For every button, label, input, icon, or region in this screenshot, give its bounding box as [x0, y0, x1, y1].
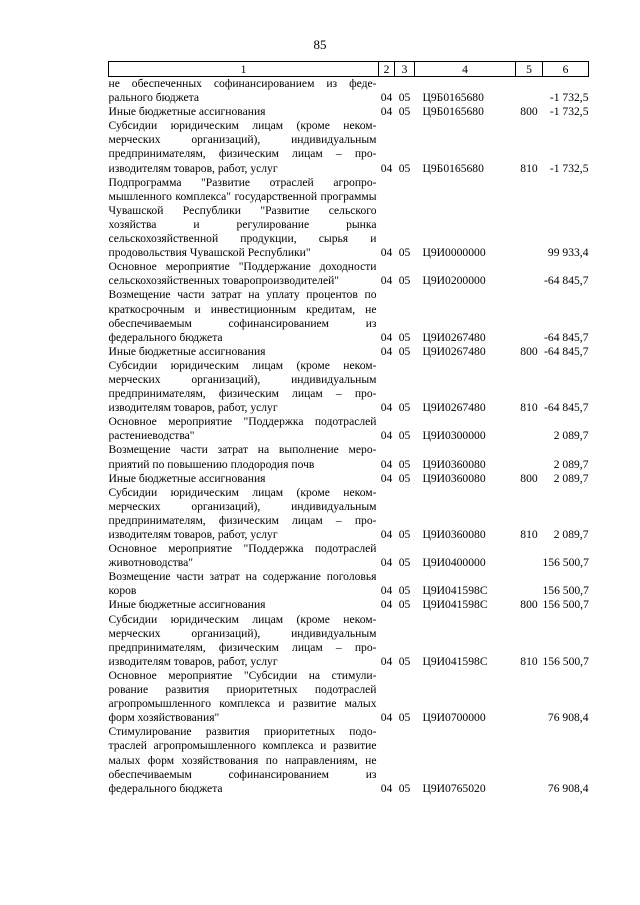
row-subsection: 05 [398, 584, 411, 598]
row-subsection: 05 [398, 401, 411, 415]
row-expense-type [516, 669, 543, 725]
table-row [109, 288, 589, 344]
table-header-row [109, 62, 589, 77]
row-section: 04 [380, 471, 393, 485]
row-expense-type [516, 570, 543, 598]
row-name: Возмещение части затрат на выполнение мероприятий по повышению плодородия почв [108, 443, 377, 471]
row-expense-type [516, 443, 543, 471]
row-amount: 99 933,4 [547, 246, 589, 260]
column-header: 1 [109, 62, 379, 77]
row-target-code: Ц9И0267480 [422, 344, 486, 358]
row-amount: 76 908,4 [547, 711, 589, 725]
table-row [109, 176, 589, 261]
table-row [109, 443, 589, 471]
row-amount: 156 500,7 [542, 598, 589, 612]
row-name: Возмещение части затрат на содержание поголовья коров [108, 570, 377, 598]
row-subsection: 05 [398, 161, 411, 175]
row-name: Иные бюджетные ассигнования [108, 344, 266, 358]
row-target-code: Ц9И0360080 [422, 528, 486, 541]
row-section: 04 [380, 711, 393, 725]
row-subsection: 05 [398, 471, 411, 485]
row-subsection: 05 [398, 781, 411, 795]
row-section: 04 [380, 246, 393, 260]
row-name: Основное мероприятие "Поддержка подотраслей животноводства" [108, 542, 377, 570]
row-subsection: 05 [398, 528, 411, 541]
row-target-code: Ц9И0267480 [422, 330, 486, 344]
row-expense-type: 810 [520, 401, 538, 415]
row-expense-type [516, 176, 543, 261]
row-target-code: Ц9И0000000 [422, 246, 486, 260]
row-expense-type: 800 [520, 471, 538, 485]
table-row [109, 105, 589, 119]
row-subsection: 05 [398, 598, 411, 612]
row-name: Субсидии юридическим лицам (кроме некоммерческих организаций), индивидуальным предпринимателям, физическим лицам – производителям товаров, работ, услуг [108, 119, 377, 175]
row-section: 04 [380, 528, 393, 541]
row-name: Основное мероприятие "Поддержка подотраслей растениеводства" [108, 415, 377, 443]
row-expense-type: 800 [520, 598, 538, 612]
table-row [109, 486, 589, 542]
row-name: не обеспеченных софинансированием из федерального бюджета [108, 77, 377, 105]
column-header: 3 [395, 62, 415, 77]
row-name: Иные бюджетные ассигнования [108, 105, 266, 119]
row-name: Иные бюджетные ассигнования [108, 598, 266, 612]
row-section: 04 [380, 330, 393, 344]
row-expense-type: 800 [520, 105, 538, 119]
column-header: 5 [516, 62, 543, 77]
row-target-code: Ц9И041598С [422, 584, 488, 598]
row-section: 04 [380, 274, 393, 288]
row-target-code: Ц9И0360080 [422, 457, 486, 471]
row-amount: -64 845,7 [544, 401, 589, 415]
row-amount: 2 089,7 [553, 528, 589, 541]
row-section: 04 [380, 429, 393, 443]
row-expense-type: 810 [520, 654, 538, 668]
table-row [109, 613, 589, 669]
row-subsection: 05 [398, 105, 411, 119]
table-row [109, 345, 589, 359]
row-expense-type: 800 [520, 344, 538, 358]
row-expense-type [516, 260, 543, 288]
row-section: 04 [380, 344, 393, 358]
row-amount: -64 845,7 [544, 274, 589, 288]
row-amount: -1 732,5 [549, 105, 589, 119]
row-section: 04 [380, 781, 393, 795]
row-amount: 2 089,7 [553, 471, 589, 485]
row-subsection: 05 [398, 654, 411, 668]
row-amount: -1 732,5 [549, 161, 589, 175]
table-row [109, 415, 589, 443]
row-section: 04 [380, 161, 393, 175]
row-name: Основное мероприятие "Субсидии на стимулирование развития приоритетных подотраслей агропромышленного комплекса и развитие малых форм хозяйствования" [108, 668, 377, 725]
row-amount: 156 500,7 [542, 556, 589, 570]
row-subsection: 05 [398, 330, 411, 344]
row-target-code: Ц9Б0165680 [422, 161, 484, 175]
row-section: 04 [380, 105, 393, 119]
row-amount: -64 845,7 [544, 330, 589, 344]
table-row [109, 598, 589, 612]
row-target-code: Ц9И0267480 [422, 401, 486, 415]
row-section: 04 [380, 598, 393, 612]
row-section: 04 [380, 401, 393, 415]
row-name: Основное мероприятие "Поддержание доходности сельскохозяйственных товаропроизводителей" [108, 260, 377, 288]
table-row [109, 260, 589, 288]
row-subsection: 05 [398, 429, 411, 443]
row-subsection: 05 [398, 246, 411, 260]
row-subsection: 05 [398, 556, 411, 570]
row-target-code: Ц9Б0165680 [422, 91, 484, 105]
row-amount: 2 089,7 [553, 429, 589, 443]
row-target-code: Ц9И0765020 [422, 781, 486, 795]
row-name: Стимулирование развития приоритетных подотраслей агропромышленного комплекса и развитие малых форм хозяйствования по направлениям, не обеспечиваемым софинансированием из федерального бюджета [108, 725, 377, 795]
row-name: Иные бюджетные ассигнования [108, 471, 266, 485]
table-row [109, 77, 589, 106]
budget-table [108, 61, 589, 796]
row-expense-type: 810 [520, 161, 538, 175]
column-header: 2 [379, 62, 395, 77]
row-amount: 156 500,7 [542, 654, 589, 668]
row-target-code: Ц9И041598С [422, 598, 488, 612]
column-header: 6 [543, 62, 589, 77]
row-section: 04 [380, 91, 393, 105]
row-amount: -64 845,7 [544, 344, 589, 358]
row-target-code: Ц9И0300000 [422, 429, 486, 443]
row-name: Субсидии юридическим лицам (кроме некоммерческих организаций), индивидуальным предпринимателям, физическим лицам – производителям товаров, работ, услуг [108, 612, 377, 668]
table-row [109, 669, 589, 725]
row-amount: 76 908,4 [547, 781, 589, 795]
row-amount: 2 089,7 [553, 457, 589, 471]
row-section: 04 [380, 457, 393, 471]
row-amount: 156 500,7 [542, 584, 589, 598]
row-target-code: Ц9И0700000 [422, 711, 486, 725]
row-expense-type: 810 [520, 528, 538, 541]
row-target-code: Ц9И0200000 [422, 274, 486, 288]
table-row [109, 359, 589, 415]
table-row [109, 570, 589, 598]
row-subsection: 05 [398, 274, 411, 288]
row-name: Возмещение части затрат на уплату процентов по краткосрочным и инвестиционным кредитам, не обеспечиваемым софинансированием из федерального бюджета [108, 288, 377, 344]
row-expense-type [516, 542, 543, 570]
row-subsection: 05 [398, 344, 411, 358]
row-expense-type [516, 77, 543, 106]
row-target-code: Ц9И0400000 [422, 556, 486, 570]
row-name: Субсидии юридическим лицам (кроме некоммерческих организаций), индивидуальным предпринимателям, физическим лицам – производителям товаров, работ, услуг [108, 358, 377, 415]
row-name: Подпрограмма "Развитие отраслей агропромышленного комплекса" государственной программы Чувашской Республики "Развитие сельского хозяйства и регулирование рынка сельскохозяйственной продукции, сырья и продовольствия Чувашской Республики" [108, 175, 377, 260]
table-row [109, 472, 589, 486]
row-name: Субсидии юридическим лицам (кроме некоммерческих организаций), индивидуальным предпринимателям, физическим лицам – производителям товаров, работ, услуг [108, 485, 377, 541]
row-section: 04 [380, 584, 393, 598]
row-subsection: 05 [398, 91, 411, 105]
table-row [109, 542, 589, 570]
table-body [109, 77, 589, 796]
row-amount: -1 732,5 [549, 91, 589, 105]
row-target-code: Ц9Б0165680 [422, 105, 484, 119]
table-row [109, 119, 589, 175]
row-subsection: 05 [398, 457, 411, 471]
row-section: 04 [380, 556, 393, 570]
column-header: 4 [415, 62, 516, 77]
row-subsection: 05 [398, 711, 411, 725]
row-target-code: Ц9И041598С [422, 654, 488, 668]
row-expense-type [516, 725, 543, 795]
row-target-code: Ц9И0360080 [422, 471, 486, 485]
row-expense-type [516, 415, 543, 443]
row-section: 04 [380, 654, 393, 668]
page-number: 85 [313, 37, 327, 52]
row-expense-type [516, 288, 543, 344]
table-row [109, 725, 589, 795]
